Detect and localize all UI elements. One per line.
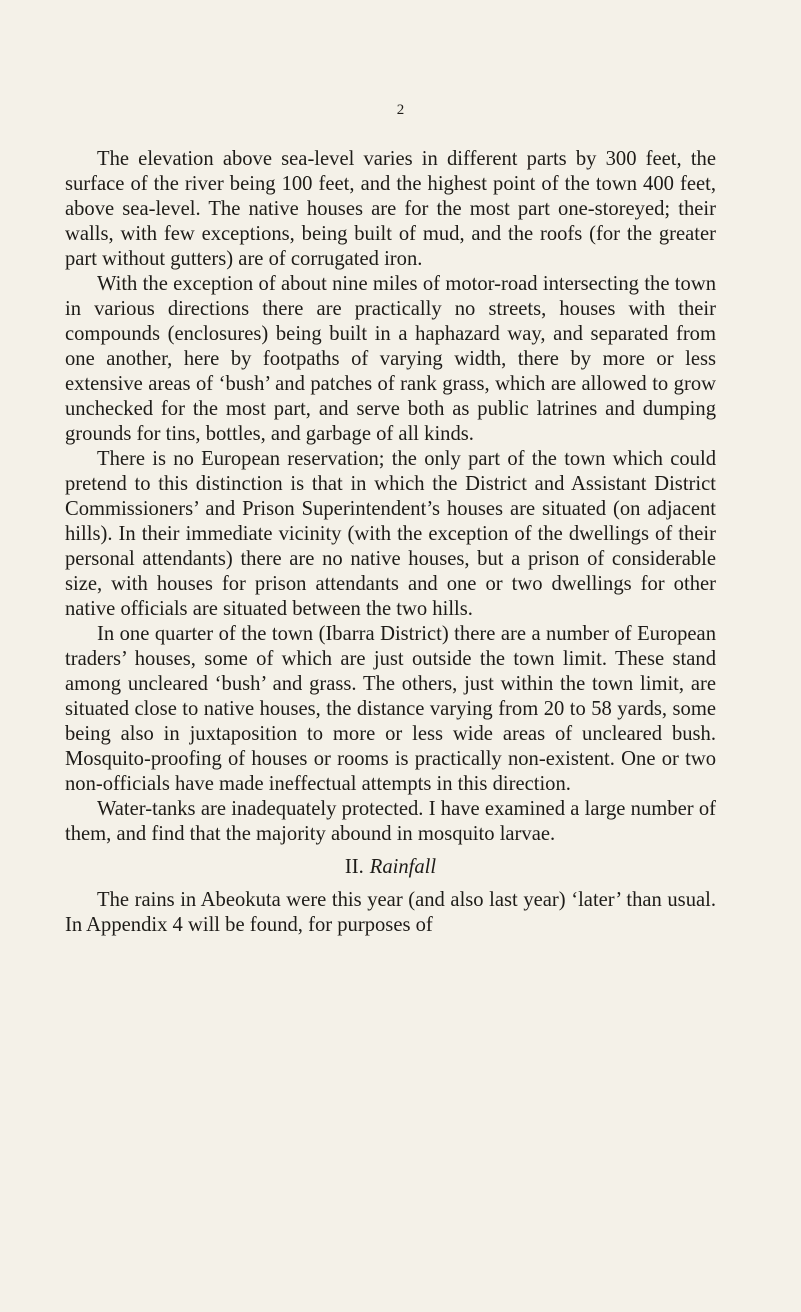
- paragraph-elevation: The elevation above sea-level varies in different parts by 300 feet, the surface of the river being 100 feet, and the highest point of the town 400 feet, above sea-level. The native houses are for the most part one-storeyed; their walls, with few exceptions, being built of mud, and the roofs (for the greater part without gutters) are of corrugated iron.: [65, 148, 716, 270]
- page-number: 2: [396, 102, 405, 118]
- section-heading: [65, 855, 716, 880]
- section-title: Rainfall: [369, 856, 437, 878]
- paragraph-water-tanks: Water-tanks are inadequately protected. I have examined a large number of them, and find that the majority abound in mosquito larvae.: [65, 798, 716, 845]
- paragraph-traders-houses: In one quarter of the town (Ibarra District) there are a number of European traders’ houses, some of which are just outside the town limit. These stand among uncleared ‘bush’ and grass. The others, just within the town limit, are situated close to native houses, the distance varying from 20 to 58 yards, some being also in juxtaposition to more or less wide areas of uncleared bush. Mosquito-proofing of houses or rooms is practically non-existent. One or two non-officials have made ineffectual attempts in this direction.: [65, 623, 716, 795]
- body-text: [65, 147, 716, 938]
- paragraph-rainfall: The rains in Abeokuta were this year (and also last year) ‘later’ than usual. In Appendix 4 will be found, for purposes of: [65, 889, 716, 936]
- section-number: II.: [344, 856, 364, 878]
- paragraph-reservation: There is no European reservation; the only part of the town which could pretend to this distinction is that in which the District and Assistant District Commissioners’ and Prison Superintendent’s houses are situated (on adjacent hills). In their immediate vicinity (with the exception of the dwellings of their personal attendants) there are no native houses, but a prison of considerable size, with houses for prison attendants and one or two dwellings for other native officials are situated between the two hills.: [65, 448, 716, 620]
- paragraph-streets: With the exception of about nine miles of motor-road intersecting the town in various directions there are practically no streets, houses with their compounds (enclosures) being built in a haphazard way, and separated from one another, here by footpaths of varying width, there by more or less extensive areas of ‘bush’ and patches of rank grass, which are allowed to grow unchecked for the most part, and serve both as public latrines and dumping grounds for tins, bottles, and garbage of all kinds.: [65, 273, 716, 445]
